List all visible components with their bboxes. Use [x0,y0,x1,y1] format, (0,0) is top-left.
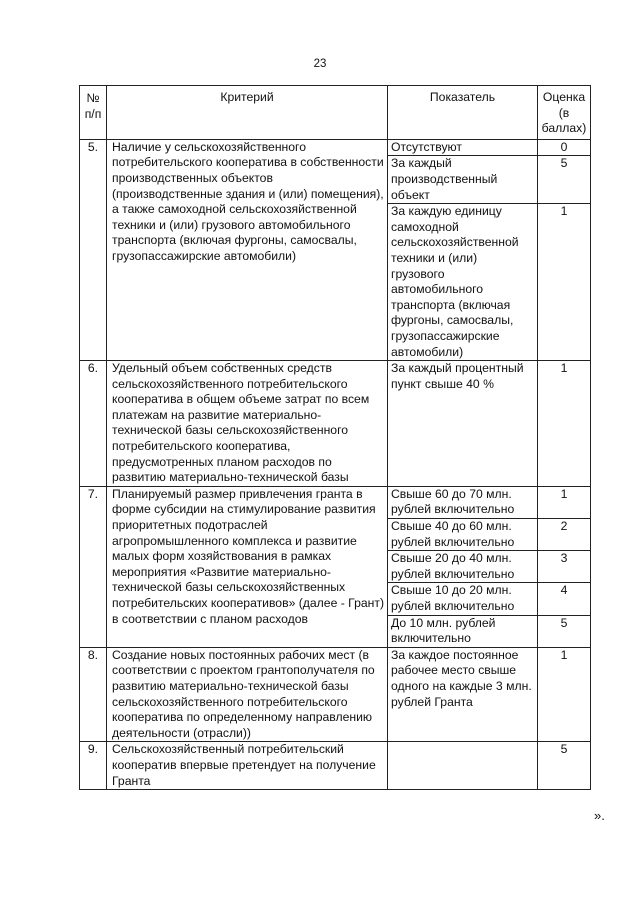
header-num: № п/п [80,86,107,140]
score-value: 4 [538,583,591,615]
indicator-text: Свыше 10 до 20 млн. рублей включительно [388,583,538,615]
header-indicator: Показатель [388,86,538,140]
score-value: 0 [538,139,591,156]
criterion-text: Создание новых постоянных рабочих мест (в соответствии с проектом грантополучателя по развитию материально-технической базы сельскохозяйственного потребительского кооператива по определенному направлению деятельности (отрасли)) [107,647,388,742]
indicator-text: Свыше 60 до 70 млн. рублей включительно [388,486,538,518]
indicator-text: За каждую единицу самоходной сельскохозяйственной техники и (или) грузового автомобильного транспорта (включая фургоны, самосвалы, грузопассажирские автомобили) [388,204,538,361]
table-header-row [80,86,591,140]
indicator-text: За каждое постоянное рабочее место свыше одного на каждые 3 млн. рублей Гранта [388,647,538,742]
row-number: 7. [80,486,107,647]
table-body [80,139,591,789]
row-number: 6. [80,361,107,487]
table-row [80,139,591,156]
row-number: 8. [80,647,107,742]
criterion-text: Наличие у сельскохозяйственного потребительского кооператива в собственности производственных объектов (производственные здания и (или) помещения), а также самоходной сельскохозяйственной техники и (или) грузового автомобильного транспорта (включая фургоны, самосвалы, грузопассажирские автомобили) [107,139,388,360]
header-score: Оценка (в баллах) [538,86,591,140]
criterion-text: Планируемый размер привлечения гранта в форме субсидии на стимулирование развития приоритетных подотраслей агропромышленного комплекса и развитие малых форм хозяйствования в рамках мероприятия «Развитие материально-технической базы сельскохозяйственных потребительских кооперативов» (далее - Грант) в соответствии с планом расходов [107,486,388,647]
table-row [80,647,591,742]
table-row [80,486,591,518]
criterion-text: Удельный объем собственных средств сельскохозяйственного потребительского кооператива в общем объеме затрат по всем платежам на развитие материально-технической базы сельскохозяйственного потребительского кооператива, предусмотренных планом расходов по развитию материально-технической базы [107,361,388,487]
score-value: 5 [538,615,591,647]
row-number: 9. [80,742,107,790]
score-value: 5 [538,156,591,204]
indicator-text: Свыше 20 до 40 млн. рублей включительно [388,551,538,583]
page-number: 23 [313,58,327,70]
score-value: 1 [538,361,591,487]
table-row [80,742,591,790]
score-value: 3 [538,551,591,583]
score-value: 5 [538,742,591,790]
criteria-table [79,85,591,790]
indicator-text [388,742,538,790]
indicator-text: За каждый процентный пункт свыше 40 % [388,361,538,487]
score-value: 1 [538,647,591,742]
closing-quote: ». [594,808,605,823]
indicator-text: Отсутствуют [388,139,538,156]
indicator-text: До 10 млн. рублей включительно [388,615,538,647]
score-value: 2 [538,519,591,551]
indicator-text: За каждый производственный объект [388,156,538,204]
score-value: 1 [538,204,591,361]
criterion-text: Сельскохозяйственный потребительский кооператив впервые претендует на получение Гранта [107,742,388,790]
row-number: 5. [80,139,107,360]
score-value: 1 [538,486,591,518]
table-row [80,361,591,487]
indicator-text: Свыше 40 до 60 млн. рублей включительно [388,519,538,551]
header-criterion: Критерий [107,86,388,140]
